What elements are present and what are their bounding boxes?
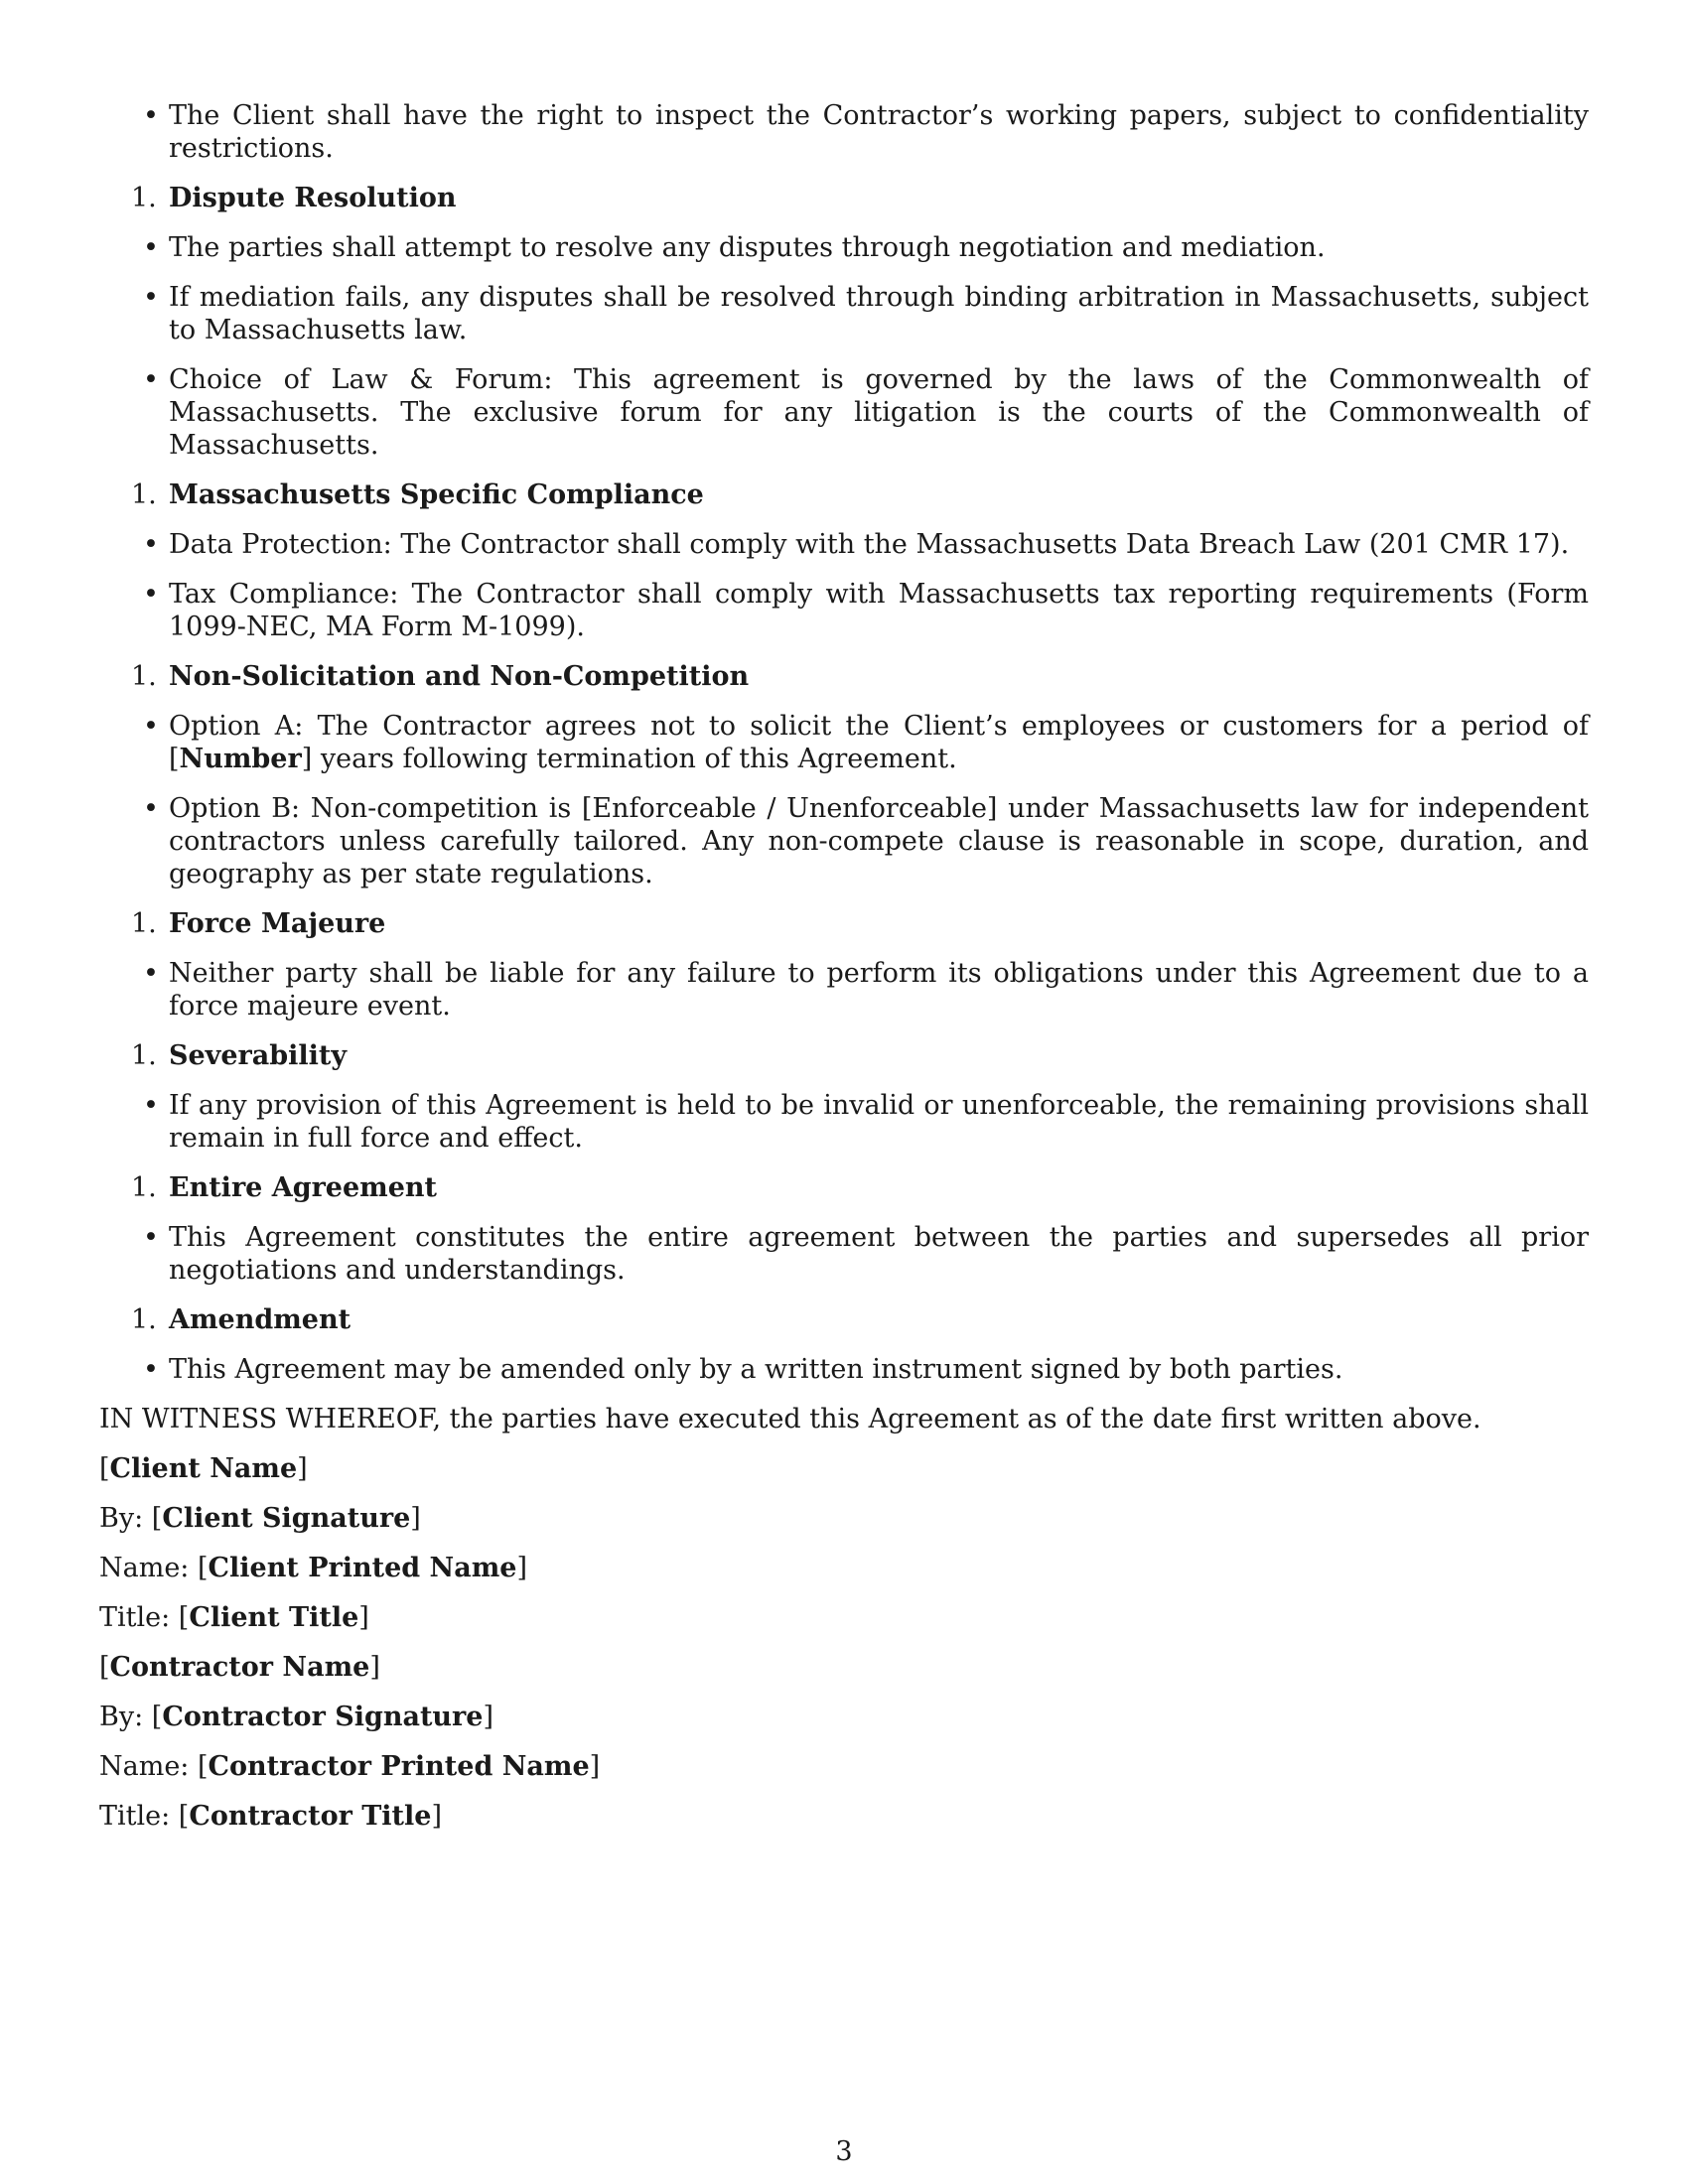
number-placeholder: Number <box>179 744 302 774</box>
item-text: This Agreement may be amended only by a written instrument signed by both parties. <box>169 1354 1343 1385</box>
witness-statement: IN WITNESS WHEREOF, the parties have executed this Agreement as of the date first written above. <box>99 1404 1481 1434</box>
bullet-marker: • <box>143 579 159 610</box>
client-title-line <box>99 1601 1589 1634</box>
contractor-name-placeholder: Contractor Name <box>109 1652 370 1683</box>
heading-text: Amendment <box>169 1304 352 1335</box>
line-label: By: <box>99 1702 152 1732</box>
item-text-after: ] years following termination of this Agreement. <box>301 744 957 774</box>
number-marker: 1. <box>131 479 157 510</box>
item-text: Choice of Law & Forum: This agreement is governed by the laws of the Commonwealth of Massachusetts. The exclusive forum for any litigation is the courts of the Commonwealth of Massachusetts. <box>169 364 1589 461</box>
contractor-title-line <box>99 1800 1589 1833</box>
bullet-marker: • <box>143 529 159 560</box>
heading-text: Dispute Resolution <box>169 183 457 213</box>
section-heading-severability <box>99 1039 1589 1072</box>
item-text: If any provision of this Agreement is held to be invalid or unenforceable, the remaining provisions shall remain in full force and effect. <box>169 1090 1589 1154</box>
bullet-marker: • <box>143 232 159 263</box>
section-heading-entire-agreement <box>99 1171 1589 1204</box>
list-item <box>99 792 1589 890</box>
document-page <box>99 99 1589 1849</box>
bullet-marker: • <box>143 1354 159 1385</box>
client-name-line <box>99 1452 1589 1485</box>
line-label: Title: <box>99 1801 179 1832</box>
line-label: Title: <box>99 1602 179 1633</box>
number-marker: 1. <box>131 1304 157 1335</box>
list-item <box>99 957 1589 1023</box>
bracket-open: [ <box>197 1751 209 1782</box>
bullet-marker: • <box>143 793 159 824</box>
number-marker: 1. <box>131 661 157 692</box>
bullet-marker: • <box>143 282 159 313</box>
contractor-printed-name-line <box>99 1750 1589 1783</box>
client-signature-placeholder: Client Signature <box>162 1503 411 1534</box>
item-text: Tax Compliance: The Contractor shall comply with Massachusetts tax reporting requirements (Form 1099-NEC, MA Form M-1099). <box>169 579 1589 642</box>
bullet-marker: • <box>143 958 159 989</box>
contractor-signature-placeholder: Contractor Signature <box>162 1702 484 1732</box>
number-marker: 1. <box>131 1040 157 1071</box>
bullet-marker: • <box>143 1090 159 1121</box>
number-marker: 1. <box>131 183 157 213</box>
item-text: Neither party shall be liable for any failure to perform its obligations under this Agreement due to a force majeure event. <box>169 958 1589 1022</box>
bullet-marker: • <box>143 100 159 131</box>
contractor-printed-name-placeholder: Contractor Printed Name <box>208 1751 590 1782</box>
section-heading-dispute-resolution <box>99 182 1589 214</box>
heading-text: Massachusetts Specific Compliance <box>169 479 704 510</box>
client-title-placeholder: Client Title <box>189 1602 359 1633</box>
list-item <box>99 1089 1589 1155</box>
bullet-marker: • <box>143 711 159 742</box>
heading-text: Force Majeure <box>169 908 386 939</box>
page-number: 3 <box>835 2136 853 2167</box>
item-text: Data Protection: The Contractor shall comply with the Massachusetts Data Breach Law (201 CMR 17). <box>169 529 1570 560</box>
bracket-open: [ <box>99 1453 110 1484</box>
item-text: The parties shall attempt to resolve any disputes through negotiation and mediation. <box>169 232 1326 263</box>
bracket-close: ] <box>483 1702 494 1732</box>
bracket-close: ] <box>516 1553 528 1583</box>
bracket-open: [ <box>151 1702 163 1732</box>
bracket-open: [ <box>197 1553 209 1583</box>
contractor-title-placeholder: Contractor Title <box>189 1801 432 1832</box>
line-label: Name: <box>99 1553 198 1583</box>
heading-text: Entire Agreement <box>169 1172 437 1203</box>
number-marker: 1. <box>131 1172 157 1203</box>
contractor-name-line <box>99 1651 1589 1684</box>
client-printed-name-line <box>99 1552 1589 1584</box>
list-item <box>99 281 1589 346</box>
list-item <box>99 99 1589 165</box>
number-marker: 1. <box>131 908 157 939</box>
list-item <box>99 578 1589 643</box>
item-text: Option B: Non-competition is [Enforceable / Unenforceable] under Massachusetts law for independent contractors unless carefully tailored. Any non-compete clause is reasonable in scope, duration, and geography as per state regulations. <box>169 793 1589 889</box>
heading-text: Non-Solicitation and Non-Competition <box>169 661 750 692</box>
list-item <box>99 363 1589 462</box>
list-item <box>99 528 1589 561</box>
item-text: If mediation fails, any disputes shall be resolved through binding arbitration in Massachusetts, subject to Massachusetts law. <box>169 282 1589 345</box>
list-item <box>99 710 1589 775</box>
bracket-close: ] <box>431 1801 443 1832</box>
section-heading-massachusetts-compliance <box>99 478 1589 511</box>
bullet-marker: • <box>143 364 159 395</box>
bracket-close: ] <box>358 1602 369 1633</box>
item-text: This Agreement constitutes the entire agreement between the parties and supersedes all prior negotiations and understandings. <box>169 1222 1589 1286</box>
bracket-close: ] <box>369 1652 380 1683</box>
item-text: The Client shall have the right to inspect the Contractor’s working papers, subject to confidentiality restrictions. <box>169 100 1589 164</box>
bracket-open: [ <box>151 1503 163 1534</box>
bracket-close: ] <box>297 1453 308 1484</box>
list-item <box>99 231 1589 264</box>
bracket-open: [ <box>99 1652 110 1683</box>
item-text-before: Option A: The Contractor agrees not to solicit the Client’s employees or customers for a period of [ <box>169 711 1589 774</box>
section-heading-non-solicitation <box>99 660 1589 693</box>
list-item <box>99 1221 1589 1287</box>
bullet-marker: • <box>143 1222 159 1253</box>
list-item <box>99 1353 1589 1386</box>
section-heading-force-majeure <box>99 907 1589 940</box>
client-printed-name-placeholder: Client Printed Name <box>208 1553 517 1583</box>
client-signature-line <box>99 1502 1589 1535</box>
section-heading-amendment <box>99 1303 1589 1336</box>
line-label: By: <box>99 1503 152 1534</box>
contractor-signature-line <box>99 1701 1589 1733</box>
bracket-open: [ <box>178 1801 190 1832</box>
line-label: Name: <box>99 1751 198 1782</box>
bracket-close: ] <box>589 1751 601 1782</box>
client-name-placeholder: Client Name <box>109 1453 298 1484</box>
bracket-open: [ <box>178 1602 190 1633</box>
heading-text: Severability <box>169 1040 348 1071</box>
bracket-close: ] <box>410 1503 421 1534</box>
